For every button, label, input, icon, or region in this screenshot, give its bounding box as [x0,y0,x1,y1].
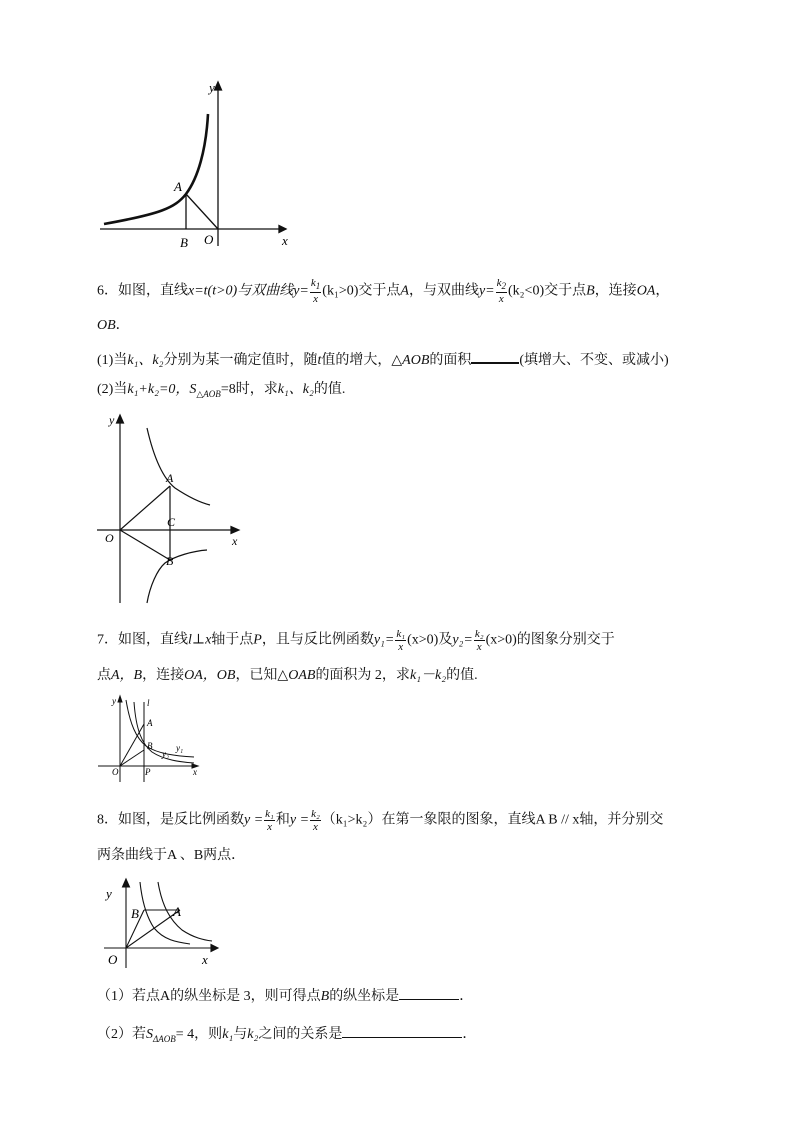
q8-frac2-num: k₂ [311,808,320,820]
q8-part2-sub: ΔAOB [153,1033,176,1044]
q8-stem-line2 [97,846,245,866]
q6-label-c: C [167,515,176,529]
q6-point-b: B [586,283,595,299]
q8-label-b: B [131,906,139,921]
q7-p: P [253,632,262,648]
q7-line2-b: ，连接 [142,668,185,683]
q6-text-e: y= [478,283,495,299]
q8-fraction-1 [264,808,275,833]
q8-part2-b: = 4，则 [175,1027,223,1042]
q8-part2-end: ． [462,1027,477,1042]
q6-part2-b: =8时，求 [220,382,278,397]
q6-frac2-den: x [498,293,504,306]
q7-l: l [188,632,192,648]
q7-number: 7． [97,632,118,648]
q6-part1-aob: AOB [402,353,430,368]
q6-part1-t: t [317,353,322,368]
q8-part2-d: 之间的关系是 [258,1027,343,1042]
q8-text-a: 如图，是反比例函数 [118,812,244,828]
q7-perp: ⊥ [191,632,206,648]
q6-part1-a: (1)当 [97,353,128,368]
top-label-a: A [174,179,182,194]
q8-part1-b: B [320,989,330,1004]
q6-comma: ， [655,283,670,299]
q6-label-o: O [105,531,114,545]
q6-text-a: 如图，直线 [118,283,188,299]
q7-text-a: 如图，直线 [118,632,188,648]
q7-label-y: y [112,696,116,706]
q7-label-y1: y₁ [176,743,184,753]
q6-number: 6． [97,283,118,299]
q8-he: 和 [275,812,290,828]
q6-part2-a: (2)当 [97,382,128,397]
q7-y1: y₁= [373,632,395,648]
q7-frac2-den: x [476,641,482,653]
q6-oa: OA [636,283,656,299]
q7-line2-e: 的值. [446,668,478,683]
q7-k: k₁－k₂ [409,668,447,683]
q7-label-p: P [145,767,151,777]
q6-part1-c: 值的增大，△ [321,353,403,368]
q8-frac1-den: x [267,821,272,833]
q8-frac2-den: x [312,821,318,833]
q8-number: 8． [97,812,118,828]
q7-line2-a: 点 [97,668,111,683]
q7-stem-line2 [97,666,478,686]
q7-frac1-den: x [398,641,404,653]
figure-q7-graph [96,694,206,784]
q7-oab: OAB [288,668,316,683]
q8-fraction-2 [310,808,321,833]
q8-part1 [97,985,473,1007]
q8-part2-s: S [146,1027,153,1042]
q8-part2-answer-blank[interactable] [342,1023,462,1038]
q6-point-a: A [400,283,409,299]
q6-fraction-2 [496,277,507,305]
q8-part2-a: （2）若 [97,1027,146,1042]
q7-label-b: B [147,741,153,751]
q8-line2: 两条曲线于A 、B两点． [97,848,246,863]
q8-part1-answer-blank[interactable] [399,985,459,1000]
q6-period: ． [115,318,130,333]
q7-stem-line1 [97,628,615,653]
q8-cond: （k₁>k₂）在第一象限的图象，直线A B // x轴，并分别交 [321,812,664,828]
figure-q6-graph [95,408,255,608]
q8-part1-a: （1）若点A的纵坐标是 3，则可得点 [97,989,321,1004]
q6-fraction-1 [310,277,321,305]
q7-line2-c: ，已知△ [235,668,289,683]
q8-frac1-num: k₁ [265,808,274,820]
q6-ob: OB [97,318,116,333]
q7-frac1-num: k₁ [396,628,406,640]
figure-top-graph [90,78,300,253]
q7-oa-ob: OA，OB [184,668,236,683]
q6-frac1-den: x [313,293,319,306]
q7-line2-d: 的面积为 2，求 [315,668,410,683]
q8-part2 [97,1023,476,1049]
q7-label-l: l [147,698,150,708]
q6-part2-c: 的值. [313,382,346,397]
q7-fraction-1 [395,628,406,653]
q7-text-c: ，且与反比例函数 [261,632,374,648]
q6-part1-b: 分别为某一确定值时，随 [163,353,318,368]
q6-frac1-sub: 1 [315,281,321,292]
q8-part2-c: 与 [233,1027,248,1042]
q7-text-b: 轴于点 [211,632,254,648]
q7-label-o: O [112,767,119,777]
top-label-o: O [204,232,214,247]
top-label-b: B [180,235,188,250]
q6-label-y: y [109,413,115,427]
q6-stem-line1 [97,277,669,305]
q6-part1-k: k₁、k₂ [127,353,164,368]
q6-part2-k2: k₁、k₂ [277,382,314,397]
q8-part1-end: ． [459,989,474,1004]
q6-text-b: x=t(t>0)与双曲线 [188,283,294,299]
q8-label-y: y [106,886,112,901]
q7-cond1: (x>0)及 [407,632,453,648]
top-label-y: y [209,80,215,95]
q8-y-eq1: y = [244,812,264,828]
q8-part2-k2: k₂ [247,1027,259,1042]
q6-text-d: ，与双曲线 [408,283,479,299]
q6-frac2-num: k [496,277,502,289]
q8-label-a: A [173,904,181,919]
q6-answer-blank[interactable] [471,348,519,364]
q8-stem-line1 [97,808,663,833]
q6-part2-k: k₁+k₂=0，S [127,382,197,397]
q6-part2 [97,380,345,404]
q6-text-c: y= [293,283,309,299]
q8-label-x: x [202,952,208,967]
q6-stem-line2 [97,316,130,336]
q6-cond2: (k₂<0)交于点 [508,283,587,299]
q6-label-b: B [166,554,174,568]
q6-part1 [97,348,669,371]
q7-cond2: (x>0)的图象分别交于 [485,632,615,648]
q8-part1-c: 的纵坐标是 [329,989,400,1004]
q6-part2-sub: △AOB [196,388,221,399]
q8-part2-k1: k₁ [222,1027,234,1042]
q6-part1-d: 的面积 [429,353,472,368]
q7-x: x [205,632,212,648]
q6-cond1: (k₁>0)交于点 [322,283,401,299]
figure-q8-graph [98,876,223,971]
q7-label-a: A [147,718,153,728]
q7-y2: y₂= [452,632,473,648]
q7-ab: A，B [111,668,143,683]
q7-frac2-num: k₂ [474,628,484,640]
q7-label-y2: y₂ [162,749,170,759]
q6-label-x: x [232,534,238,548]
q6-frac2-sub: 2 [501,281,507,292]
q6-text-f: ，连接 [594,283,637,299]
top-label-x: x [282,233,288,248]
q6-frac1-num: k [310,277,316,289]
q7-fraction-2 [474,628,485,653]
q6-part1-e: (填增大、不变、或减小) [519,353,669,368]
q6-label-a: A [166,471,174,485]
q8-label-o: O [108,952,118,967]
q8-y-eq2: y = [289,812,310,828]
q7-label-x: x [193,767,197,777]
